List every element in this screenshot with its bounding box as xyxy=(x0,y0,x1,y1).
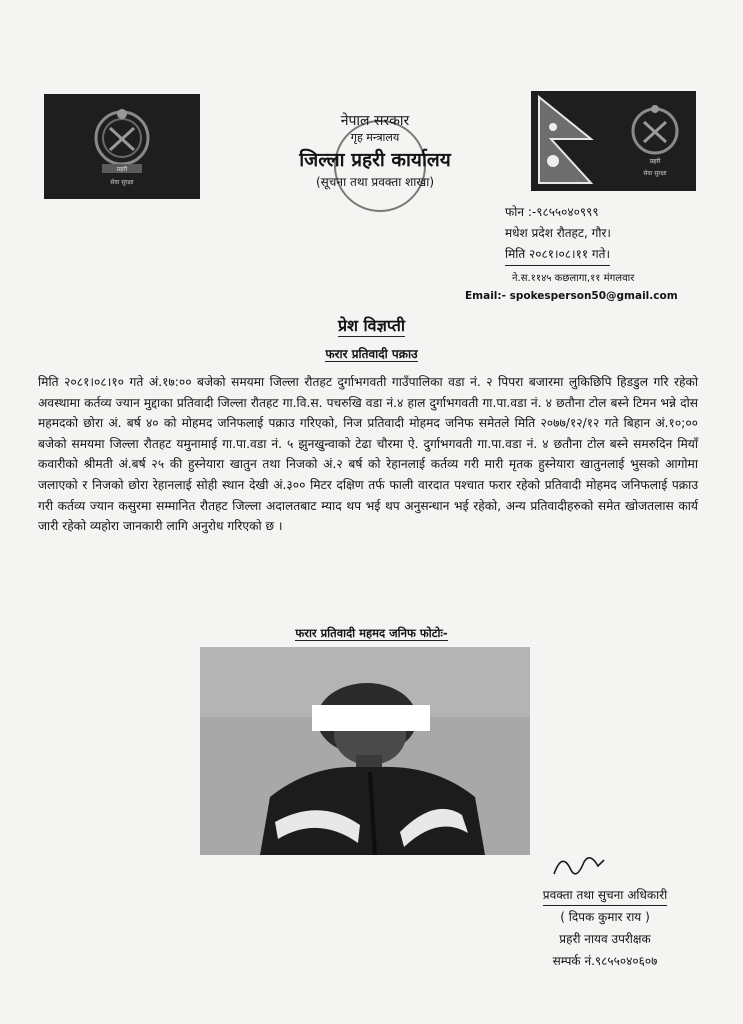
email-address: Email:- spokesperson50@gmail.com xyxy=(465,290,678,302)
signatory-contact: सम्पर्क नं.९८५५०४०६०७ xyxy=(552,954,658,968)
photo-caption: फरार प्रतिवादी महमद जनिफ फोटोः- xyxy=(295,626,448,640)
signature-scribble xyxy=(548,848,608,884)
release-date: मिति २०८१।०८।११ गते। xyxy=(505,244,610,266)
suspect-photo xyxy=(200,647,530,855)
left-flag-text-1: प्रहरी xyxy=(116,166,128,173)
document-title: प्रेश विज्ञप्ती xyxy=(337,316,406,335)
police-emblem-icon xyxy=(44,94,200,199)
signatory-rank: प्रहरी नायव उपरीक्षक xyxy=(559,932,651,946)
office-address: मधेश प्रदेश रौतहट, गौर। xyxy=(505,226,611,240)
signatory-role: प्रवक्ता तथा सुचना अधिकारी xyxy=(543,885,667,906)
signatory-name: ( दिपक कुमार राय ) xyxy=(560,910,650,924)
body-paragraph: मिति २०८१।०८।१० गते अं.१७:०० बजेको समयमा जिल्ला रौतहट दुर्गाभगवती गाउँपालिका वडा नं. २ पिपरा बजारमा लुकिछिपि हिडडुल गरि रहेको अवस्थामा कर्तव्य ज्यान मुद्दाका प्रतिवादी जिल्ला रौतहट गा.वि.स. पचरुखि वडा नं.४ हाल दुर्गाभगवती गा.पा.वडा नं. ४ छतौना टोल बस्ने टिमन भन्ने दोस महमदको छोरा अं. बर्ष ४० को मोहमद जनिफलाई पक्राउ गरिएको, निज प्रतिवादी मोहमद जनिफ समेतले मिति २०७७/१२/१२ गते बिहान अं.१०;०० बजेको समयमा जिल्ला रौतहट यमुनामाई गा.पा.वडा नं. ५ झुनखुन्वाको टेढा चौरमा ऐ. दुर्गाभगवती गा.पा.वडा नं. ४ छतौना टोल बस्ने समरुदिन मियाँ कवारीको श्रीमती अं.बर्ष २५ की हुस्नेयारा खातुन तथा निजको अं.२ बर्ष को रेहानलाई कर्तव्य गरी मारी मृतक हुस्नेयारा खातुनलाई भुसको आगोमा जलाएको र निजको छोरा रेहानलाई सोही स्थान देखी अं.३०० मिटर दक्षिण तर्फ फाली वारदात पश्चात फरार रहेको प्रतिवादी मोहमद जनिफलाई पक्राउ गरी कर्तव्य ज्यान कसुरमा सम्मानित रौतहट जिल्ला अदालतबाट म्याद थप भई थप अनुसन्धान भई रहेको, अन्य प्रतिवादीहरुको समेत खोजतलास कार्य जारी रहेको व्यहोरा जानकारी लागि अनुरोध गरिएको छ । xyxy=(38,375,698,534)
contact-block xyxy=(505,202,705,266)
office-name: जिल्ला प्रहरी कार्यालय xyxy=(299,149,451,171)
ministry-line: गृह मन्त्रालय xyxy=(350,131,400,144)
nepal-flag-icon xyxy=(531,91,696,191)
document-subtitle: फरार प्रतिवादी पक्राउ xyxy=(325,347,418,361)
nepal-and-police-flag-image xyxy=(531,91,696,191)
government-line: नेपाल सरकार xyxy=(340,113,410,129)
left-flag-text-2: सेवा सुरक्षा xyxy=(110,179,134,186)
phone-number: फोन :-९८५५०४०९९९ xyxy=(505,205,599,219)
suspect-photo-image xyxy=(200,647,530,855)
police-flag-left-image xyxy=(44,94,200,199)
signature-block xyxy=(500,884,710,972)
right-flag-text-1: प्रहरी xyxy=(649,158,661,165)
nepal-sambat-date: ने.स.११४५ कछलागा,११ मंगलवार xyxy=(512,273,635,284)
section-name: (सूचना तथा प्रवक्ता शाखा) xyxy=(316,175,434,189)
office-heading xyxy=(260,112,490,190)
right-flag-text-2: सेवा सुरक्षा xyxy=(643,170,667,177)
